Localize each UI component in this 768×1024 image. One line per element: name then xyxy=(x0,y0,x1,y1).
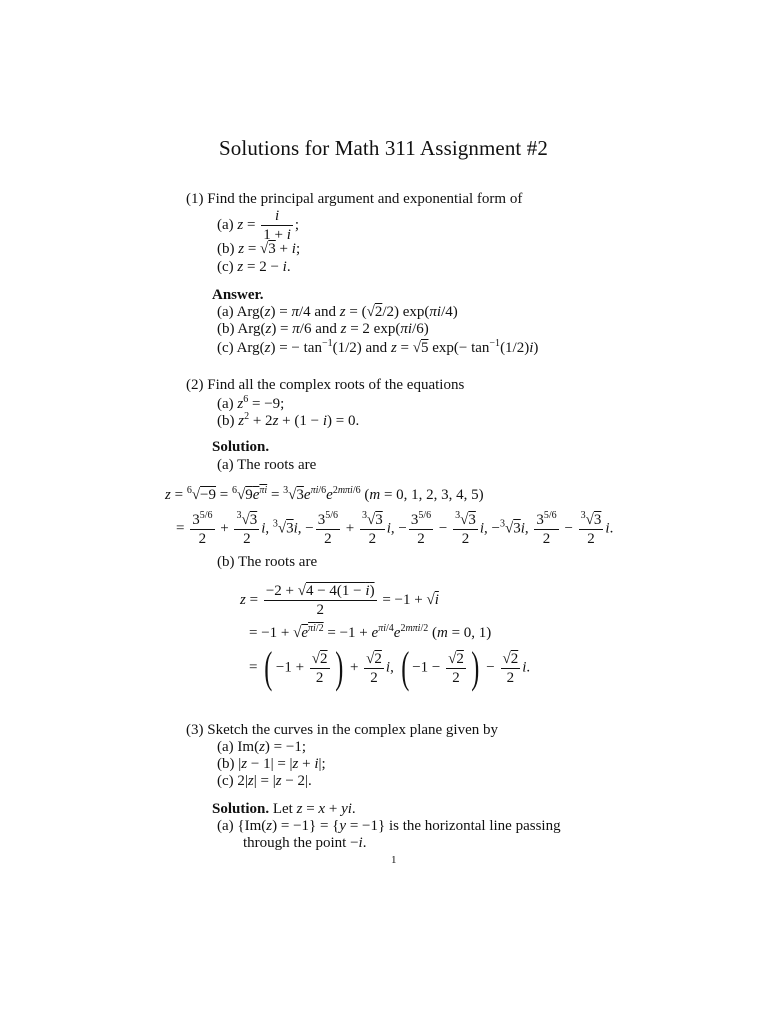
equation-2b-line1: z = $\frac{-2 + √4 - 4(1 - i)}{2}$ = −1 + √i xyxy=(240,583,439,618)
equation-2a-line2: = $\frac{3^{5/6}}{2}$ + $\frac{^3√3}{2}$ i, $^3$√3i, − $\frac{3^{5/6}}{2}$ + $\frac{^3√3}{2}$ i, − $\frac{3^{5/6}}{2}$ − $\frac{^3√3}{2}$ i, −$^3$√3i, $\frac{3^{5/6}}{2}$ − $\frac{^3√3}{2}$ i. xyxy=(176,510,614,547)
solution-2-label: Solution. xyxy=(212,439,270,455)
answer-1b: (b) Arg(z) = π/6 and z = 2 exp(πi/6) xyxy=(217,321,429,337)
equation-2b-line2: = $-1 + √e^{\pi i/2} = -1 + e^{\pi i/4}e^{2m\pi i/2}$ (m = 0, 1) xyxy=(249,623,492,641)
problem-1b: (b) z = √3 + i; xyxy=(217,241,301,257)
problem-3c: (c) 2|z| = |z − 2|. xyxy=(217,773,312,789)
solution-2b-text: (b) The roots are xyxy=(217,554,318,570)
equation-2b-line3: = ( −1 + $\frac{√2}{2}$ ) + $\frac{√2}{2}$ i, ( −1 − $\frac{√2}{2}$ ) − $\frac{√2}{2}$ i. xyxy=(249,643,531,692)
solution-2a-text: (a) The roots are xyxy=(217,457,317,473)
answer-label: Answer. xyxy=(212,287,264,303)
solution-3a-line2: through the point −i. xyxy=(243,835,367,851)
solution-3-label: Solution. Let z = x + yi. xyxy=(212,801,356,817)
problem-1a: (a) z = $\frac{i}{1 + i}$ ; xyxy=(217,208,300,243)
solution-3a-line1: (a) {Im(z) = −1} = {y = −1} is the horizontal line passing xyxy=(217,818,561,834)
problem-3b: (b) |z − 1| = |z + i|; xyxy=(217,756,326,772)
answer-1a: (a) Arg(z) = π/4 and z = (√2/2) exp(πi/4) xyxy=(217,304,458,320)
problem-2-stem: (2) Find all the complex roots of the equations xyxy=(186,377,465,393)
problem-3a: (a) Im(z) = −1; xyxy=(217,739,307,755)
page-title: Solutions for Math 311 Assignment #2 xyxy=(219,136,548,160)
problem-3-stem: (3) Sketch the curves in the complex plane given by xyxy=(186,722,498,738)
problem-2a: (a) $z^6 = -9$; xyxy=(217,394,285,412)
problem-2b: (b) $z^2 + 2z + (1 - i) = 0$. xyxy=(217,411,360,429)
page-number: 1 xyxy=(391,854,397,866)
problem-1-stem: (1) Find the principal argument and exponential form of xyxy=(186,191,523,207)
fraction: $\frac{i}{1 + i}$ xyxy=(263,208,291,243)
equation-2a-line1: $z = ^6√-9 = ^6√9e^{\pi i} = ^3√3e^{\pi i/6}e^{2m\pi i/6}$ (m = 0, 1, 2, 3, 4, 5) xyxy=(165,485,484,503)
answer-1c: (c) Arg(z) = − $\tan^{-1}(1/2)$ and z = √5 $\exp(- \tan^{-1}(1/2)i)$ xyxy=(217,338,539,356)
problem-1c: (c) z = 2 − i. xyxy=(217,259,291,275)
